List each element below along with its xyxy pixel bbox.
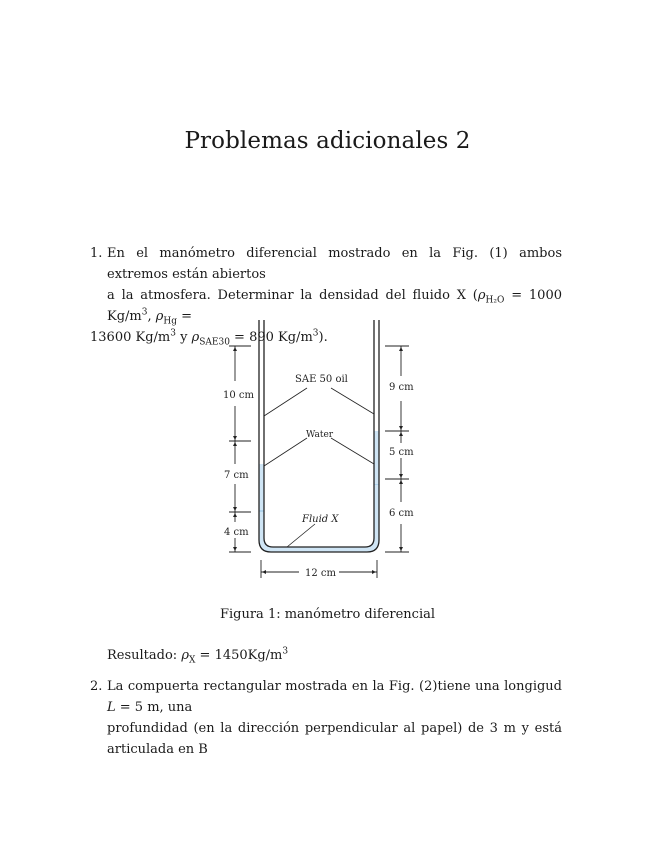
left-dimension-lines	[229, 346, 251, 552]
label-bottom: 12 cm	[305, 568, 336, 579]
figure-caption: Figura 1: manómetro diferencial	[219, 607, 436, 622]
problem-2-line-1: La compuerta rectangular mostrada en la Fig. (2)tiene una longigud L = 5 m, una	[107, 679, 562, 715]
label-left-bot: 4 cm	[224, 527, 249, 538]
manometer-diagram	[215, 316, 415, 586]
label-fluid-x: Fluid X	[302, 514, 339, 525]
label-right-top: 9 cm	[389, 382, 414, 393]
label-right-mid: 5 cm	[389, 447, 414, 458]
label-right-bot: 6 cm	[389, 508, 414, 519]
manometer-figure	[215, 316, 415, 586]
result-line: Resultado: $\rho_X = 1450Kg/m^3$	[107, 646, 289, 666]
label-water: Water	[306, 430, 334, 440]
label-left-mid: 7 cm	[224, 470, 249, 481]
label-sae-oil: SAE 50 oil	[295, 374, 348, 385]
problem-1-line-2: a la atmosfera. Determinar la densidad del fluido X ($\rho_{H_2O} = 1000$ $Kg/m^3$, $\rho_{Hg}$ =	[107, 288, 562, 327]
problem-1-line-1: En el manómetro diferencial mostrado en la Fig. (1) ambos extremos están abiertos	[107, 246, 562, 282]
label-left-top: 10 cm	[223, 390, 254, 401]
page-title: Problemas adicionales 2	[184, 128, 471, 154]
water-left-column	[259, 464, 264, 511]
problem-2	[90, 676, 562, 760]
water-right-column	[374, 431, 379, 484]
problem-2-line-2: profundidad (en la dirección perpendicular al papel) de 3 m y está articulada en B	[107, 721, 562, 757]
problem-number: 2.	[90, 679, 103, 694]
problem-1-line-3: 13600 $Kg/m^3$ y $\rho_{SAE30} = 890$ $Kg/m^3$).	[90, 328, 328, 348]
problem-number: 1.	[90, 246, 103, 261]
